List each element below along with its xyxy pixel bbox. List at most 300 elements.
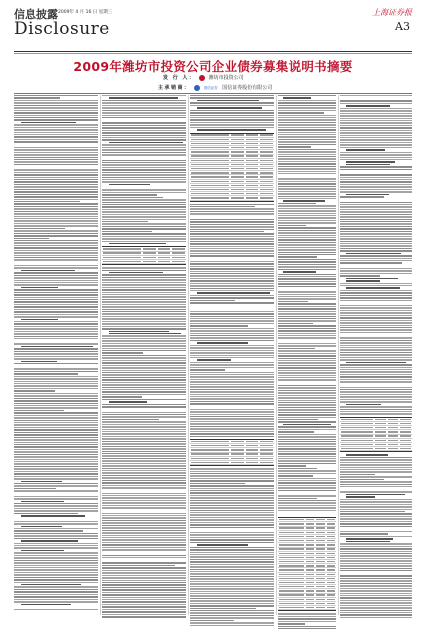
text-line — [340, 262, 402, 263]
text-line — [340, 595, 412, 596]
table-cell — [316, 527, 324, 528]
text-line — [190, 280, 274, 281]
text-line — [102, 601, 186, 602]
text-line — [102, 313, 186, 314]
table-cell — [279, 565, 304, 566]
text-line — [278, 412, 336, 413]
text-line — [278, 348, 315, 349]
text-line — [102, 565, 175, 566]
text-line — [14, 388, 98, 389]
text-line — [190, 105, 274, 106]
text-line — [102, 379, 186, 380]
section-title-en: Disclosure — [14, 19, 110, 39]
text-line — [102, 343, 186, 344]
text-line — [278, 296, 336, 297]
text-line — [346, 454, 389, 455]
text-line — [340, 376, 412, 377]
text-line — [102, 377, 186, 378]
text-line — [340, 137, 412, 138]
table-cell — [143, 252, 156, 253]
text-line — [102, 468, 186, 469]
text-line — [102, 517, 186, 518]
text-line — [102, 309, 186, 310]
text-line — [102, 507, 186, 508]
text-line — [340, 243, 412, 244]
text-line — [190, 367, 274, 368]
text-line — [340, 236, 412, 237]
text-line — [102, 374, 186, 375]
table-cell — [327, 561, 335, 562]
text-line — [21, 481, 62, 482]
text-line — [102, 429, 186, 430]
text-line — [278, 358, 336, 359]
text-line — [278, 390, 336, 391]
text-line — [278, 328, 336, 329]
table-cell — [375, 427, 386, 428]
text-line — [340, 501, 412, 502]
text-line — [340, 607, 412, 608]
text-line — [190, 278, 274, 279]
table-cell — [316, 574, 324, 575]
table-cell — [231, 193, 244, 194]
masthead-rule-thin — [14, 53, 412, 54]
text-line — [340, 479, 384, 480]
data-table — [190, 133, 274, 202]
table-cell — [306, 603, 314, 604]
text-line — [190, 431, 274, 432]
text-line — [278, 291, 336, 292]
text-line — [21, 526, 63, 527]
text-line — [21, 540, 78, 541]
text-line — [14, 233, 98, 234]
text-line — [14, 488, 56, 489]
table-cell — [388, 444, 399, 445]
table-cell — [306, 582, 314, 583]
text-line — [340, 605, 412, 606]
text-line — [278, 498, 317, 499]
text-line — [278, 345, 336, 346]
text-line — [190, 97, 274, 98]
text-line — [278, 110, 336, 111]
text-line — [278, 303, 336, 304]
text-line — [340, 157, 412, 158]
text-line — [14, 292, 98, 293]
text-line — [340, 342, 412, 343]
text-line — [340, 268, 412, 269]
text-line — [14, 304, 98, 305]
table-cell — [231, 185, 244, 186]
table-cell — [306, 590, 314, 591]
text-line — [340, 238, 412, 239]
table-cell — [260, 445, 273, 446]
table-cell — [279, 578, 304, 579]
text-line — [190, 355, 274, 356]
text-line — [102, 137, 186, 138]
text-line — [278, 230, 336, 231]
text-line — [340, 221, 412, 222]
table-cell — [327, 557, 335, 558]
text-column-2 — [102, 95, 186, 619]
text-line — [278, 141, 336, 142]
column-divider — [338, 95, 339, 615]
underwriter-line — [158, 84, 272, 91]
text-line — [14, 437, 98, 438]
text-line — [14, 601, 98, 602]
text-line — [340, 130, 412, 131]
table-cell — [327, 536, 335, 537]
table-cell — [279, 540, 304, 541]
text-line — [278, 419, 318, 420]
text-line — [278, 443, 336, 444]
text-line — [340, 337, 412, 338]
text-line — [283, 424, 331, 425]
underwriter-name: 国信证券股份有限公司 — [222, 85, 273, 91]
text-line — [14, 432, 98, 433]
text-line — [102, 117, 186, 118]
text-line — [14, 102, 98, 103]
text-line — [340, 166, 412, 167]
text-line — [190, 502, 274, 503]
text-line — [102, 231, 152, 232]
text-line — [340, 357, 412, 358]
text-line — [102, 525, 186, 526]
table-cell — [279, 561, 304, 562]
text-line — [102, 530, 186, 531]
table-cell — [260, 189, 273, 190]
text-line — [340, 555, 412, 556]
text-line — [14, 407, 98, 408]
table-cell — [279, 569, 304, 570]
text-line — [190, 231, 264, 232]
text-line — [102, 482, 186, 483]
text-line — [14, 510, 98, 511]
text-line — [14, 446, 98, 447]
text-line — [340, 260, 412, 261]
text-line — [278, 222, 336, 223]
text-line — [102, 321, 186, 322]
text-line — [14, 609, 98, 610]
text-line — [278, 618, 336, 619]
text-line — [278, 242, 336, 243]
table-cell — [191, 134, 229, 135]
text-line — [14, 451, 98, 452]
text-line — [190, 534, 274, 535]
text-line — [340, 196, 384, 197]
text-line — [14, 523, 98, 524]
text-line — [278, 463, 336, 464]
text-line — [278, 171, 336, 172]
text-line — [14, 216, 98, 217]
table-cell — [191, 458, 229, 459]
text-line — [340, 285, 412, 286]
text-line — [102, 527, 186, 528]
text-line — [340, 127, 412, 128]
table-cell — [306, 544, 314, 545]
text-line — [14, 284, 98, 285]
text-line — [14, 439, 98, 440]
text-line — [278, 313, 336, 314]
text-line — [190, 468, 274, 469]
text-line — [190, 273, 274, 274]
text-line — [340, 174, 412, 175]
text-column-5 — [340, 95, 412, 619]
text-line — [14, 476, 98, 477]
text-line — [14, 206, 98, 207]
text-line — [14, 136, 98, 137]
text-line — [278, 256, 317, 257]
text-line — [278, 400, 336, 401]
text-line — [14, 299, 98, 300]
dateline: 2009年 4 月 16 日 星期三 — [58, 10, 113, 15]
text-line — [190, 610, 274, 611]
table-cell — [260, 168, 273, 169]
text-line — [14, 323, 98, 324]
table-cell — [260, 143, 273, 144]
text-line — [190, 473, 274, 474]
text-line — [190, 117, 274, 118]
text-line — [102, 544, 186, 545]
text-line — [102, 296, 186, 297]
table-cell — [306, 565, 314, 566]
text-line — [14, 463, 98, 464]
text-line — [190, 578, 274, 579]
text-line — [14, 311, 98, 312]
table-cell — [327, 519, 335, 520]
table-cell — [327, 574, 335, 575]
text-line — [14, 533, 98, 534]
text-line — [278, 301, 308, 302]
text-line — [102, 289, 186, 290]
text-line — [340, 95, 412, 96]
text-line — [190, 283, 274, 284]
text-line — [190, 206, 255, 207]
text-line — [102, 515, 186, 516]
text-line — [340, 593, 412, 594]
text-line — [340, 211, 412, 212]
text-line — [109, 401, 148, 402]
text-line — [340, 347, 412, 348]
text-line — [190, 333, 274, 334]
text-line — [102, 352, 143, 353]
text-line — [14, 194, 98, 195]
text-line — [190, 576, 274, 577]
table-cell — [231, 458, 244, 459]
text-line — [278, 335, 336, 336]
text-line — [340, 231, 412, 232]
text-line — [14, 582, 98, 583]
table-row — [190, 196, 274, 200]
table-cell — [388, 440, 399, 441]
text-line — [14, 149, 98, 150]
text-line — [340, 241, 412, 242]
text-line — [278, 278, 336, 279]
text-line — [14, 422, 98, 423]
text-line — [102, 426, 186, 427]
table-cell — [316, 582, 324, 583]
text-line — [278, 146, 311, 147]
text-line — [14, 343, 98, 344]
text-line — [340, 521, 412, 522]
text-line — [190, 208, 274, 209]
text-line — [340, 255, 412, 256]
table-cell — [388, 431, 399, 432]
text-line — [278, 115, 336, 116]
text-line — [340, 100, 412, 101]
text-line — [14, 565, 98, 566]
table-cell — [388, 419, 399, 420]
text-line — [340, 389, 412, 390]
text-line — [278, 191, 336, 192]
text-line — [102, 520, 186, 521]
text-line — [14, 496, 98, 497]
text-line — [190, 241, 274, 242]
table-cell — [231, 176, 244, 177]
text-line — [340, 332, 412, 333]
text-line — [340, 371, 412, 372]
issuer-name: 潍坊市投资公司 — [208, 75, 244, 81]
text-line — [102, 577, 186, 578]
text-line — [340, 504, 412, 505]
text-line — [340, 216, 412, 217]
text-line — [190, 608, 256, 609]
text-line — [14, 252, 98, 253]
text-line — [14, 586, 98, 587]
table-cell — [191, 181, 229, 182]
text-line — [340, 142, 412, 143]
text-line — [190, 226, 274, 227]
table-cell — [316, 519, 324, 520]
text-line — [340, 315, 412, 316]
text-line — [340, 340, 412, 341]
text-line — [14, 203, 98, 204]
text-line — [346, 541, 390, 542]
text-line — [340, 476, 412, 477]
text-line — [278, 330, 336, 331]
text-line — [14, 169, 98, 170]
table-cell — [316, 561, 324, 562]
text-line — [190, 396, 274, 397]
table-cell — [260, 193, 273, 194]
table-cell — [316, 586, 324, 587]
text-line — [190, 426, 274, 427]
text-line — [14, 373, 78, 374]
text-line — [102, 580, 186, 581]
text-line — [278, 372, 336, 373]
text-line — [278, 286, 336, 287]
text-line — [102, 219, 186, 220]
text-line — [190, 362, 274, 363]
text-line — [278, 446, 336, 447]
text-line — [102, 367, 186, 368]
text-line — [14, 275, 98, 276]
text-line — [190, 583, 274, 584]
text-line — [102, 209, 186, 210]
text-line — [14, 473, 98, 474]
table-cell — [260, 176, 273, 177]
text-line — [190, 398, 274, 399]
table-cell — [191, 441, 229, 442]
text-line — [197, 544, 249, 545]
text-line — [102, 214, 186, 215]
text-line — [340, 110, 412, 111]
text-line — [14, 105, 98, 106]
table-cell — [341, 448, 373, 449]
table-cell — [306, 519, 314, 520]
text-line — [102, 147, 186, 148]
text-line — [190, 490, 274, 491]
text-line — [190, 532, 274, 533]
text-line — [190, 436, 274, 437]
table-cell — [316, 557, 324, 558]
text-line — [340, 250, 412, 251]
text-line — [14, 124, 98, 125]
text-line — [340, 563, 412, 564]
text-line — [102, 599, 186, 600]
text-line — [102, 414, 186, 415]
text-line — [340, 553, 412, 554]
text-line — [190, 204, 274, 205]
text-line — [278, 151, 336, 152]
text-line — [340, 181, 412, 182]
text-line — [190, 471, 274, 472]
text-line — [340, 364, 412, 365]
text-line — [340, 610, 412, 611]
text-line — [190, 591, 274, 592]
data-table — [102, 246, 186, 265]
text-line — [340, 583, 412, 584]
text-line — [14, 250, 98, 251]
text-line — [14, 547, 98, 548]
text-line — [14, 107, 98, 108]
text-line — [340, 292, 412, 293]
text-line — [109, 184, 150, 185]
table-cell — [260, 197, 273, 198]
text-line — [278, 407, 336, 408]
text-line — [14, 331, 98, 332]
text-line — [102, 424, 186, 425]
text-line — [102, 477, 186, 478]
text-line — [190, 492, 274, 493]
text-line — [190, 243, 274, 244]
text-line — [102, 130, 186, 131]
text-line — [102, 611, 186, 612]
text-line — [340, 305, 412, 306]
text-line — [278, 402, 336, 403]
table-cell — [306, 536, 314, 537]
text-line — [340, 614, 412, 615]
table-cell — [306, 532, 314, 533]
table-cell — [191, 462, 229, 463]
text-line — [14, 245, 98, 246]
text-line — [14, 383, 98, 384]
text-line — [102, 102, 186, 103]
text-line — [278, 198, 336, 199]
text-line — [278, 210, 336, 211]
table-cell — [327, 532, 335, 533]
text-line — [102, 294, 186, 295]
table-cell — [279, 532, 304, 533]
text-line — [340, 467, 412, 468]
text-line — [14, 398, 98, 399]
table-cell — [246, 147, 259, 148]
text-line — [278, 249, 336, 250]
text-line — [190, 615, 274, 616]
table-cell — [316, 544, 324, 545]
text-line — [340, 283, 412, 284]
text-line — [278, 196, 336, 197]
text-column-3 — [190, 95, 274, 630]
text-line — [190, 379, 274, 380]
